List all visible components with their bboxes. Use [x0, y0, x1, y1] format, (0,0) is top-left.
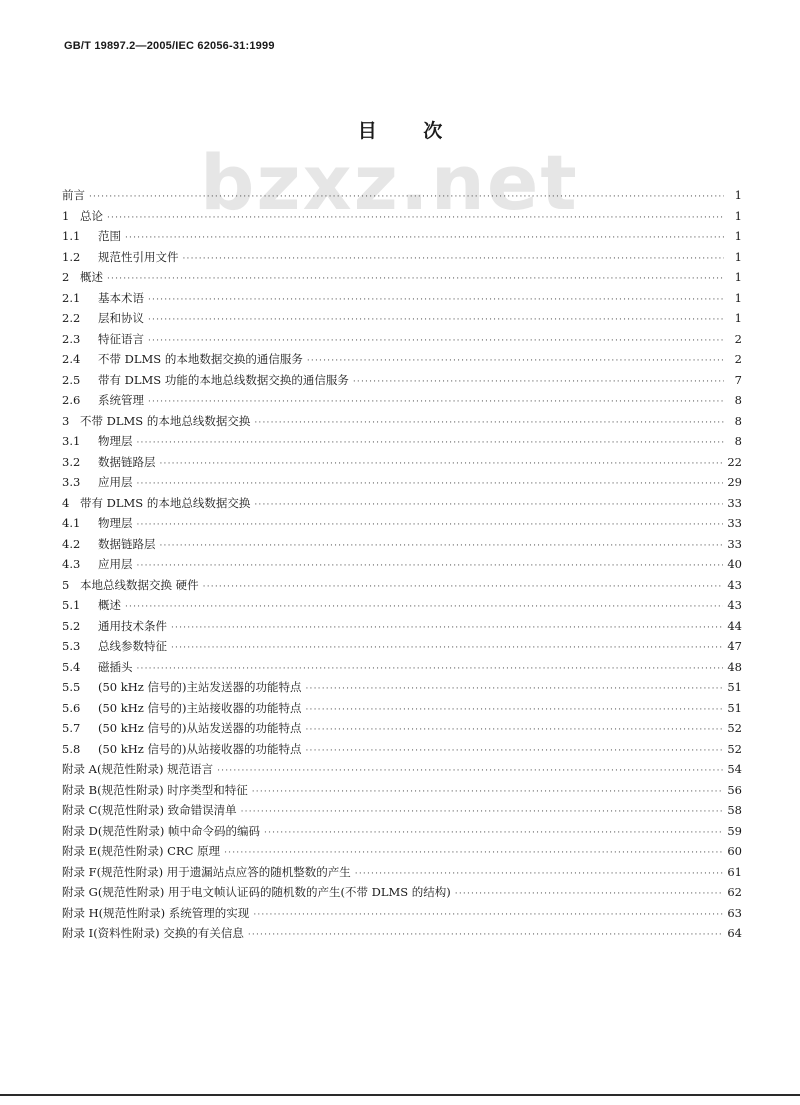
toc-dot-leader — [125, 228, 724, 249]
toc-entry-title: 范围 — [98, 229, 121, 243]
toc-entry-page: 2 — [734, 352, 742, 366]
toc-entry-page: 54 — [727, 762, 742, 776]
toc-entry-number: 2.3 — [62, 331, 81, 346]
toc-entry[interactable] — [62, 390, 742, 411]
toc-dot-leader — [203, 577, 724, 598]
toc-dot-leader — [355, 864, 724, 885]
toc-entry-title: (50 kHz 信号的)主站接收器的功能特点 — [98, 700, 302, 715]
toc-entry-title: 层和协议 — [98, 311, 144, 325]
footer-rule — [0, 1094, 800, 1096]
toc-entry-title: 不带 DLMS 的本地数据交换的通信服务 — [98, 352, 303, 366]
toc-dot-leader — [183, 249, 725, 270]
toc-dot-leader — [254, 495, 723, 516]
toc-entry-number: 3.3 — [62, 475, 81, 489]
toc-entry-page: 60 — [727, 844, 742, 858]
toc-entry[interactable] — [62, 739, 742, 760]
toc-entry-title: 附录 C(规范性附录) 致命错误清单 — [62, 803, 237, 817]
toc-entry-number: 4 — [62, 495, 70, 510]
toc-dot-leader — [224, 843, 723, 864]
toc-entry-title: 基本术语 — [98, 290, 144, 305]
toc-entry-title: (50 kHz 信号的)主站发送器的功能特点 — [98, 680, 302, 694]
toc-dot-leader — [107, 269, 724, 290]
toc-entry-title: 附录 H(规范性附录) 系统管理的实现 — [62, 905, 250, 920]
toc-dot-leader — [455, 884, 724, 905]
toc-entry-title: 磁插头 — [98, 659, 133, 674]
toc-entry-title: 物理层 — [98, 516, 133, 530]
toc-entry-title: 概述 — [80, 270, 103, 284]
toc-entry-page: 44 — [727, 618, 742, 633]
toc-dot-leader — [89, 187, 724, 208]
toc-entry-number: 1 — [62, 208, 70, 223]
toc-entry-page: 51 — [727, 680, 742, 694]
toc-dot-leader — [254, 413, 724, 434]
toc-entry-number: 4.2 — [62, 536, 81, 551]
toc-entry-page: 43 — [727, 577, 742, 592]
toc-entry-number: 5 — [62, 577, 70, 592]
toc-dot-leader — [305, 679, 723, 700]
toc-entry-title: 本地总线数据交换 硬件 — [80, 577, 199, 592]
toc-entry-page: 8 — [734, 393, 742, 407]
toc-entry-title: 总线参数特征 — [98, 639, 167, 653]
toc-entry-page: 22 — [727, 454, 742, 469]
toc-entry-page: 1 — [734, 249, 742, 264]
toc-entry-number: 5.8 — [62, 741, 81, 756]
toc-dot-leader — [217, 761, 723, 782]
toc-entry-title: 不带 DLMS 的本地总线数据交换 — [80, 413, 251, 428]
toc-dot-leader — [107, 208, 724, 229]
toc-entry-title: 规范性引用文件 — [98, 249, 179, 264]
toc-entry-page: 8 — [734, 434, 742, 448]
toc-entry[interactable] — [62, 267, 742, 288]
toc-entry-title: 系统管理 — [98, 393, 144, 407]
toc-entry[interactable] — [62, 431, 742, 452]
toc-entry[interactable] — [62, 554, 742, 575]
toc-entry-number: 5.7 — [62, 721, 81, 735]
toc-entry[interactable] — [62, 780, 742, 801]
toc-entry[interactable] — [62, 821, 742, 842]
toc-entry-page: 1 — [734, 208, 742, 223]
toc-entry-page: 61 — [727, 864, 742, 879]
toc-entry[interactable] — [62, 616, 742, 637]
toc-entry[interactable] — [62, 595, 742, 616]
toc-entry[interactable] — [62, 698, 742, 719]
toc-dot-leader — [148, 331, 724, 352]
toc-entry[interactable] — [62, 841, 742, 862]
toc-entry-page: 43 — [727, 598, 742, 612]
toc-dot-leader — [171, 638, 723, 659]
toc-entry[interactable] — [62, 370, 742, 391]
toc-dot-leader — [241, 802, 724, 823]
toc-entry-number: 4.1 — [62, 516, 81, 530]
toc-entry-page: 2 — [734, 331, 742, 346]
toc-entry[interactable] — [62, 923, 742, 944]
toc-entry[interactable] — [62, 677, 742, 698]
toc-entry-page: 33 — [727, 495, 742, 510]
toc-entry[interactable] — [62, 206, 742, 227]
toc-entry-page: 64 — [727, 926, 742, 940]
toc-entry-page: 47 — [727, 639, 742, 653]
toc-entry[interactable] — [62, 247, 742, 268]
toc-entry-page: 1 — [734, 188, 742, 202]
toc-entry-number: 3.2 — [62, 454, 81, 469]
toc-entry-page: 52 — [727, 741, 742, 756]
toc-entry-title: 附录 A(规范性附录) 规范语言 — [62, 762, 214, 776]
toc-entry[interactable] — [62, 185, 742, 206]
toc-entry-number: 2.4 — [62, 352, 81, 366]
toc-entry-page: 33 — [727, 516, 742, 530]
toc-entry-title: 通用技术条件 — [98, 618, 167, 633]
toc-entry-title: (50 kHz 信号的)从站发送器的功能特点 — [98, 721, 302, 735]
toc-entry-title: 附录 E(规范性附录) CRC 原理 — [62, 844, 221, 858]
toc-entry-title: 附录 D(规范性附录) 帧中命令码的编码 — [62, 823, 261, 838]
toc-entry-page: 52 — [727, 721, 742, 735]
toc-entry-title: 数据链路层 — [98, 454, 156, 469]
toc-entry-title: 数据链路层 — [98, 536, 156, 551]
toc-dot-leader — [148, 392, 724, 413]
toc-entry[interactable] — [62, 513, 742, 534]
toc-dot-leader — [137, 433, 725, 454]
toc-entry-page: 8 — [734, 413, 742, 428]
toc-entry-number: 2.5 — [62, 372, 81, 387]
toc-entry-page: 7 — [734, 372, 742, 387]
toc-entry-title: 带有 DLMS 的本地总线数据交换 — [80, 495, 251, 510]
toc-entry-number: 3 — [62, 413, 70, 428]
toc-entry-number: 2.2 — [62, 311, 81, 325]
toc-entry[interactable] — [62, 575, 742, 596]
toc-entry-title: 总论 — [80, 208, 103, 223]
toc-dot-leader — [148, 290, 724, 311]
toc-entry-title: 前言 — [62, 188, 85, 202]
toc-entry-title: 附录 F(规范性附录) 用于遗漏站点应答的随机整数的产生 — [62, 864, 351, 879]
toc-entry-page: 1 — [734, 270, 742, 284]
toc-entry[interactable] — [62, 329, 742, 350]
toc-dot-leader — [148, 310, 724, 331]
page-title: 目 次 — [357, 120, 443, 142]
toc-entry-page: 62 — [727, 885, 742, 899]
toc-entry-page: 51 — [727, 700, 742, 715]
toc-entry-title: 概述 — [98, 598, 121, 612]
toc-entry[interactable] — [62, 452, 742, 473]
toc-dot-leader — [137, 474, 724, 495]
toc-dot-leader — [305, 741, 723, 762]
toc-entry-number: 4.3 — [62, 557, 81, 571]
toc-dot-leader — [248, 925, 724, 946]
toc-dot-leader — [137, 659, 724, 680]
toc-dot-leader — [160, 454, 724, 475]
toc-dot-leader — [307, 351, 724, 372]
toc-entry-page: 1 — [734, 311, 742, 325]
toc-dot-leader — [252, 782, 724, 803]
toc-dot-leader — [171, 618, 723, 639]
toc-entry-title: 应用层 — [98, 557, 133, 571]
toc-entry-title: 附录 G(规范性附录) 用于电文帧认证码的随机数的产生(不带 DLMS 的结构) — [62, 885, 451, 899]
toc-entry[interactable] — [62, 636, 742, 657]
toc-entry-page: 1 — [734, 290, 742, 305]
toc-entry[interactable] — [62, 882, 742, 903]
watermark: bzxz.net — [200, 138, 579, 227]
toc-dot-leader — [305, 720, 723, 741]
toc-entry-title: 物理层 — [98, 434, 133, 448]
toc-entry-number: 1.1 — [62, 229, 81, 243]
toc-entry-number: 5.1 — [62, 598, 81, 612]
toc-entry-title: 附录 B(规范性附录) 时序类型和特征 — [62, 782, 248, 797]
toc-entry-number: 2.1 — [62, 290, 81, 305]
toc-entry-page: 56 — [727, 782, 742, 797]
toc-entry-page: 63 — [727, 905, 742, 920]
toc-entry[interactable] — [62, 800, 742, 821]
toc-entry[interactable] — [62, 862, 742, 883]
toc-entry[interactable] — [62, 493, 742, 514]
toc-dot-leader — [353, 372, 724, 393]
toc-entry-number: 5.6 — [62, 700, 81, 715]
toc-entry[interactable] — [62, 349, 742, 370]
toc-dot-leader — [253, 905, 723, 926]
toc-entry-page: 40 — [727, 557, 742, 571]
toc-entry[interactable] — [62, 903, 742, 924]
toc-entry-number: 1.2 — [62, 249, 81, 264]
toc-entry[interactable] — [62, 657, 742, 678]
toc-entry-page: 58 — [727, 803, 742, 817]
toc-entry-number: 5.3 — [62, 639, 81, 653]
toc-entry[interactable] — [62, 472, 742, 493]
toc-dot-leader — [305, 700, 723, 721]
toc-entry-number: 3.1 — [62, 434, 81, 448]
toc-entry-title: (50 kHz 信号的)从站接收器的功能特点 — [98, 741, 302, 756]
toc-entry[interactable] — [62, 288, 742, 309]
toc-entry-title: 特征语言 — [98, 331, 144, 346]
toc-entry-number: 5.2 — [62, 618, 81, 633]
toc-entry-page: 29 — [727, 475, 742, 489]
toc-dot-leader — [264, 823, 723, 844]
toc-entry-number: 2 — [62, 270, 70, 284]
toc-dot-leader — [137, 556, 724, 577]
toc-dot-leader — [137, 515, 724, 536]
standard-code-header: GB/T 19897.2—2005/IEC 62056-31:1999 — [64, 40, 275, 52]
toc-entry-number: 5.4 — [62, 659, 81, 674]
toc-entry-title: 应用层 — [98, 475, 133, 489]
toc-entry-page: 33 — [727, 536, 742, 551]
toc-entry-number: 5.5 — [62, 680, 81, 694]
toc-entry-number: 2.6 — [62, 393, 81, 407]
toc-entry[interactable] — [62, 534, 742, 555]
toc-entry[interactable] — [62, 226, 742, 247]
table-of-contents — [62, 185, 742, 944]
toc-entry-page: 1 — [734, 229, 742, 243]
toc-entry[interactable] — [62, 718, 742, 739]
toc-entry[interactable] — [62, 308, 742, 329]
toc-dot-leader — [160, 536, 724, 557]
toc-entry-title: 带有 DLMS 功能的本地总线数据交换的通信服务 — [98, 372, 349, 387]
toc-entry-title: 附录 I(资料性附录) 交换的有关信息 — [62, 926, 244, 940]
toc-entry-page: 48 — [727, 659, 742, 674]
toc-entry[interactable] — [62, 411, 742, 432]
toc-entry[interactable] — [62, 759, 742, 780]
toc-dot-leader — [125, 597, 723, 618]
toc-entry-page: 59 — [727, 823, 742, 838]
